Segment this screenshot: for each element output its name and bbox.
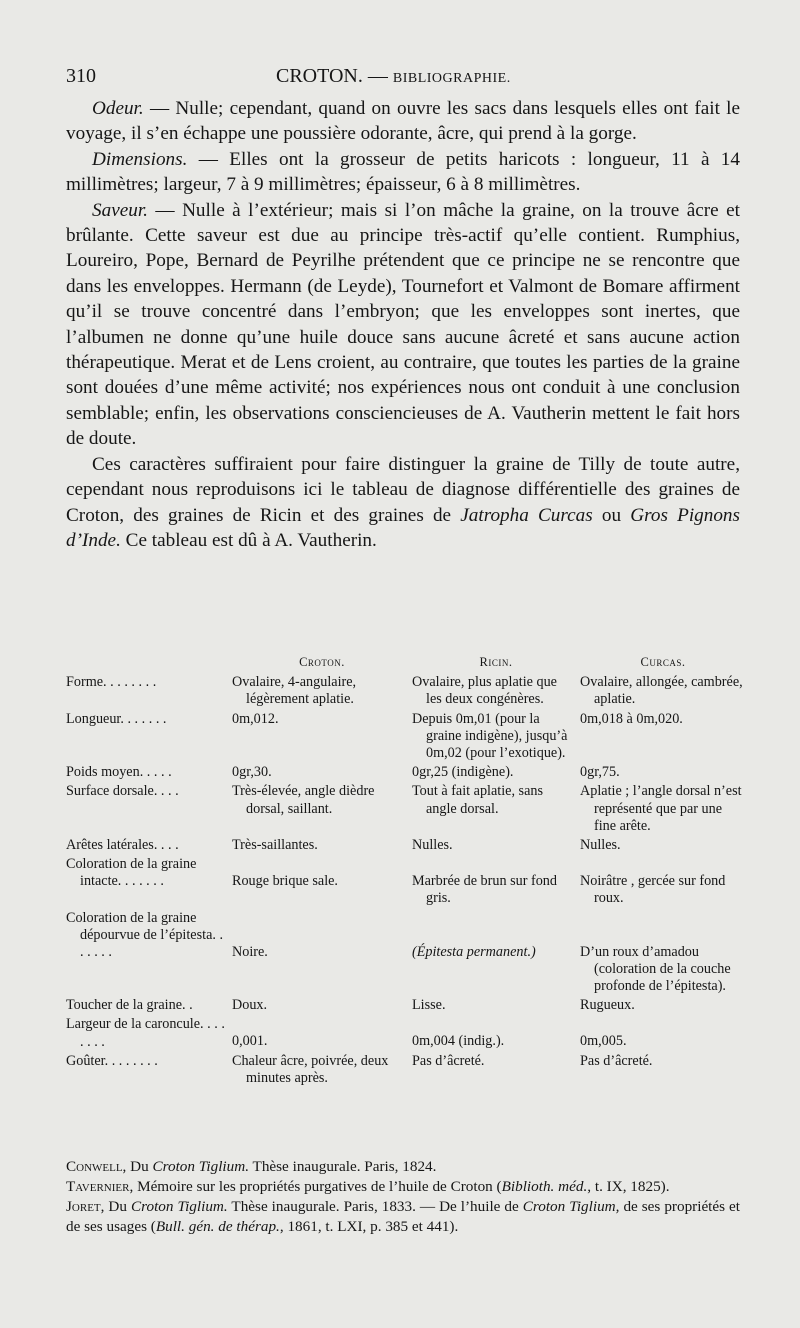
bib-text: , t. IX, 1825). (587, 1178, 670, 1195)
table-row (66, 1016, 746, 1052)
cell-croton (232, 997, 412, 1016)
bib-text: Mémoire sur les propriétés purgatives de l’huile de Croton ( (133, 1178, 502, 1195)
cell-ricin-text: Tout à fait aplatie, sans angle dorsal. (412, 783, 543, 817)
cell-croton (232, 764, 412, 783)
cell-ricin-text: Nulles. (412, 837, 453, 854)
bibliography-entry (66, 1197, 740, 1237)
cell-croton (232, 783, 412, 837)
cell-croton-text: Noire. (232, 943, 268, 960)
paragraph-odeur (66, 96, 740, 147)
header-title-main: CROTON. (276, 65, 363, 87)
cell-curcas (580, 856, 746, 909)
table-row (66, 856, 746, 909)
cell-croton-text: Très-élevée, angle dièdre dorsal, saillant. (232, 783, 375, 817)
cell-curcas-text: Noirâtre , gercée sur fond roux. (580, 873, 726, 907)
row-label (66, 764, 232, 783)
jatropha-name: Jatropha Curcas (460, 504, 593, 526)
cell-curcas-text: D’un roux d’amadou (coloration de la couche profonde de l’épitesta). (580, 943, 731, 995)
cell-ricin-text: Marbrée de brun sur fond gris. (412, 873, 557, 907)
row-label-text: Forme. . . . . . . . (66, 674, 157, 691)
cell-croton (232, 910, 412, 998)
cell-ricin-text: 0gr,25 (indigène). (412, 764, 514, 781)
bib-author: Tavernier, (66, 1178, 134, 1195)
cell-curcas (580, 997, 746, 1016)
cell-croton-text: Doux. (232, 997, 268, 1014)
bib-text: Du (104, 1198, 131, 1215)
row-label (66, 711, 232, 765)
cell-curcas-text: Aplatie ; l’angle dorsal n’est représenté que par une fine arête. (580, 783, 742, 834)
cell-ricin (412, 1053, 580, 1089)
bib-text: , 1861, t. LXI, p. 385 et 441). (279, 1218, 459, 1235)
cell-ricin (412, 711, 580, 765)
cell-ricin (412, 910, 580, 998)
bib-text: Du (126, 1158, 153, 1175)
cell-ricin (412, 856, 580, 909)
bib-title: Croton Tiglium, (522, 1198, 620, 1215)
row-label-text: Surface dorsale. . . . (66, 783, 179, 800)
dimensions-text: — Elles ont la grosseur de petits haricots : longueur, 11 à 14 millimètres; largeur, 7 à 9 millimètres; épaisseur, 6 à 8 millimètres. (66, 148, 740, 196)
saveur-text: — Nulle à l’extérieur; mais si l’on mâche la graine, on la trouve âcre et brûlante. Cette saveur est due au principe très-actif qu’elle contient. Rumphius, Loureiro, Pope, Bernard de Peyrilhe prétendent que ce principe ne se rencontre que dans les enveloppes. Hermann (de Leyde), Tournefort et Valmont de Bomare affirment qu’il se trouve concentré dans l’embryon; que les enveloppes sont inertes, que l’albumen ne donne qu’une huile douce sans aucune âcreté et sans aucune action thérapeutique. Merat et de Lens croient, au contraire, que toutes les parties de la graine sont douées d’une même activité; nos expériences nous ont conduit à une conclusion semblable; enfin, les observations consciencieuses de A. Vautherin mettent le fait hors de doute. (66, 199, 740, 450)
bibliography (66, 1157, 740, 1237)
column-header-ricin: Ricin. (479, 655, 513, 669)
running-head (66, 62, 740, 90)
bib-author: Joret, (66, 1198, 105, 1215)
row-label (66, 997, 232, 1016)
paragraph-dimensions (66, 147, 740, 198)
cell-curcas (580, 1016, 746, 1052)
column-header-croton: Croton. (299, 655, 345, 669)
paragraph-saveur (66, 198, 740, 452)
row-label (66, 783, 232, 837)
cell-croton-text: 0gr,30. (232, 764, 272, 781)
cell-croton (232, 711, 412, 765)
cell-croton-text: 0,001. (232, 1033, 268, 1050)
bib-title: Croton Tiglium. (152, 1158, 250, 1175)
cell-croton-text: 0m,012. (232, 710, 279, 727)
bib-title: Croton Tiglium. (131, 1198, 228, 1215)
cell-ricin (412, 674, 580, 710)
pignons-name: Gros Pignons d’Inde. (66, 504, 740, 551)
cell-curcas-text: 0m,018 à 0m,020. (580, 710, 683, 727)
cell-curcas (580, 764, 746, 783)
cell-curcas (580, 837, 746, 856)
bib-title: Bull. gén. de thérap. (155, 1218, 280, 1235)
row-label (66, 856, 232, 909)
odeur-text: — Nulle; cependant, quand on ouvre les sacs dans lesquels elles ont fait le voyage, il s’en échappe une poussière odorante, âcre, qui prend à la gorge. (66, 98, 740, 145)
cell-ricin-text: (Épitesta permanent.) (412, 943, 536, 960)
cell-croton-text: Ovalaire, 4-angulaire, légèrement aplatie. (232, 674, 357, 708)
page-number: 310 (66, 65, 96, 87)
row-label (66, 1016, 232, 1052)
cell-curcas (580, 674, 746, 710)
cell-croton-text: Très-saillantes. (232, 837, 318, 854)
table-row (66, 783, 746, 837)
row-label-text: Poids moyen. . . . . (66, 764, 172, 781)
cell-ricin (412, 837, 580, 856)
cell-curcas-text: Pas d’âcreté. (580, 1052, 653, 1069)
row-label-text: Goûter. . . . . . . . (66, 1052, 158, 1069)
cell-ricin-text: Lisse. (412, 997, 446, 1014)
table-header-empty (66, 654, 232, 674)
cell-croton (232, 837, 412, 856)
column-header-curcas: Curcas. (640, 655, 686, 669)
row-label (66, 1053, 232, 1089)
header-title (276, 62, 511, 93)
bib-text: de ses propriétés et de ses usages ( (66, 1198, 741, 1235)
odeur-label: Odeur. (92, 98, 144, 119)
cell-croton-text: Rouge brique sale. (232, 873, 338, 890)
cell-croton (232, 1016, 412, 1052)
row-label-text: Toucher de la graine. . (66, 997, 193, 1014)
row-label-text: Largeur de la caroncule. . . . . . . . (66, 1016, 225, 1050)
cell-ricin (412, 1016, 580, 1052)
row-label (66, 837, 232, 856)
cell-curcas-text: 0m,005. (580, 1033, 627, 1050)
cell-ricin (412, 764, 580, 783)
row-label (66, 674, 232, 710)
cell-curcas-text: Ovalaire, allongée, cambrée, aplatie. (580, 674, 743, 708)
cell-croton (232, 674, 412, 710)
cell-curcas (580, 783, 746, 837)
row-label-text: Coloration de la graine intacte. . . . . . . (66, 856, 197, 890)
cell-curcas-text: Rugueux. (580, 997, 635, 1014)
table-row (66, 1053, 746, 1089)
row-label (66, 910, 232, 998)
bibliography-entry (66, 1157, 740, 1177)
dimensions-label: Dimensions. (92, 148, 188, 170)
table-row (66, 764, 746, 783)
row-label-text: Longueur. . . . . . . (66, 710, 167, 727)
cell-curcas (580, 1053, 746, 1089)
cell-croton (232, 1053, 412, 1089)
cell-croton-text: Chaleur âcre, poivrée, deux minutes après. (232, 1052, 389, 1087)
body-text (66, 96, 740, 553)
table-row (66, 711, 746, 765)
header-separator: — (362, 65, 393, 87)
cell-ricin-text: Ovalaire, plus aplatie que les deux congénères. (412, 674, 557, 708)
saveur-label: Saveur. (92, 199, 148, 221)
cell-croton (232, 856, 412, 909)
row-label-text: Coloration de la graine dépourvue de l’épitesta. . . . . . . (66, 909, 224, 961)
row-label-text: Arêtes latérales. . . . (66, 837, 179, 854)
cell-ricin-text: Pas d’âcreté. (412, 1052, 485, 1069)
caracteres-text-a: Ces caractères suffiraient pour faire distinguer la graine de Tilly de toute autre, cependant nous reproduisons ici le tableau de diagnose différentielle des graines de Croton, des graines de Ricin et des graines de (66, 453, 740, 526)
cell-curcas-text: 0gr,75. (580, 764, 620, 781)
cell-curcas (580, 711, 746, 765)
caracteres-text-b: Ce tableau est dû à A. Vautherin. (120, 529, 377, 551)
bib-title: Biblioth. méd. (501, 1178, 588, 1195)
bib-text: Thèse inaugurale. Paris, 1833. — De l’huile de (227, 1198, 523, 1215)
cell-curcas-text: Nulles. (580, 837, 621, 854)
cell-ricin-text: 0m,004 (indig.). (412, 1033, 505, 1050)
bibliography-entry (66, 1177, 740, 1197)
cell-ricin (412, 997, 580, 1016)
cell-curcas (580, 910, 746, 998)
table-row (66, 837, 746, 856)
paragraph-caracteres (66, 452, 740, 554)
diagnosis-table (66, 654, 746, 1089)
cell-ricin (412, 783, 580, 837)
bib-text: Thèse inaugurale. Paris, 1824. (249, 1158, 437, 1175)
caracteres-ou: ou (592, 504, 631, 526)
table-header-row (66, 654, 746, 674)
cell-ricin-text: Depuis 0m,01 (pour la graine indigène), jusqu’à 0m,02 (pour l’exotique). (412, 710, 568, 762)
table-row (66, 997, 746, 1016)
table-row (66, 910, 746, 998)
table-row (66, 674, 746, 710)
header-section: BIBLIOGRAPHIE. (392, 71, 511, 86)
bib-author: Conwell, (66, 1158, 127, 1175)
